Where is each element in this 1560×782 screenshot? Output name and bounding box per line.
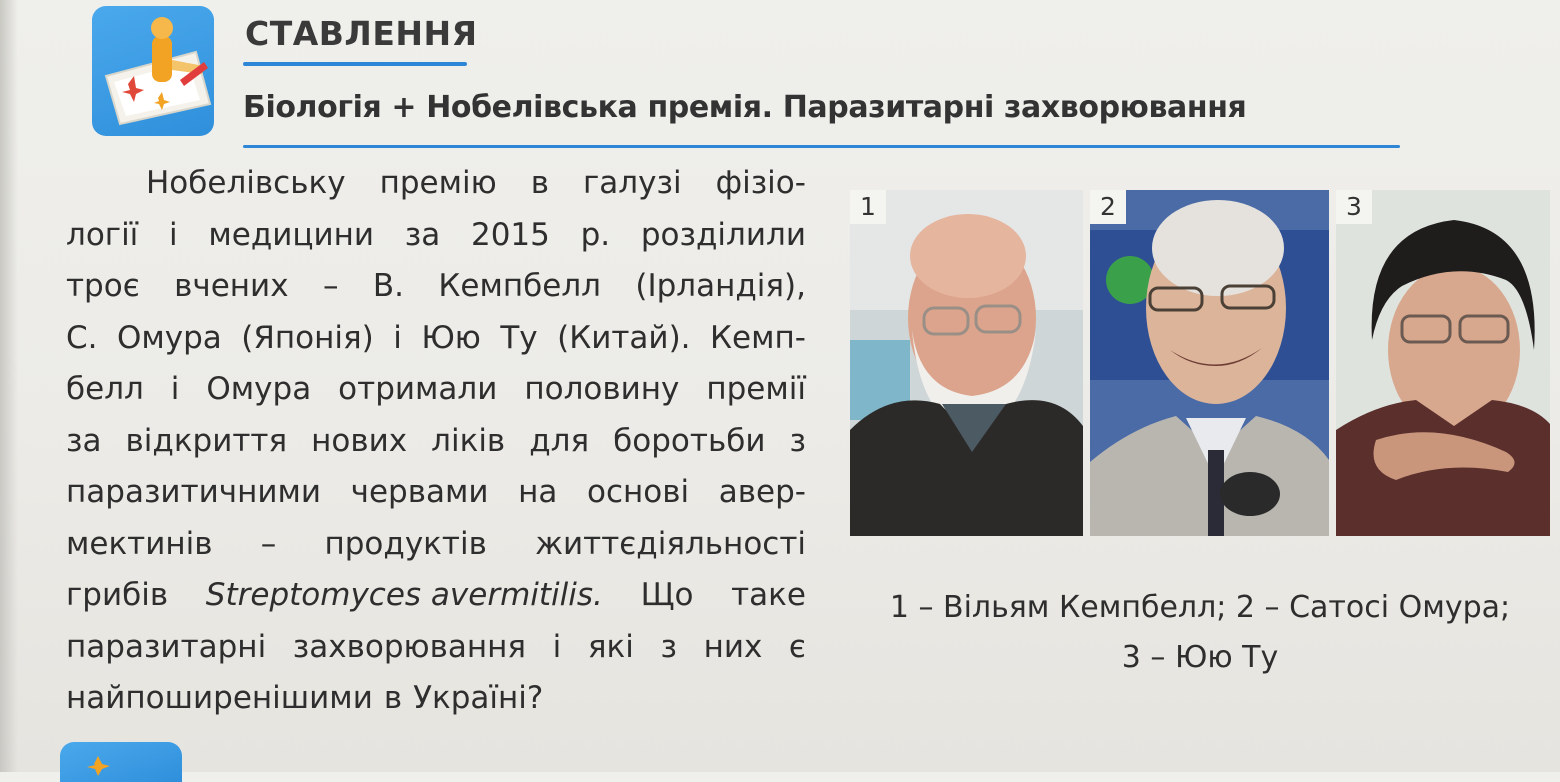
portrait-photo-3 xyxy=(1336,190,1550,536)
subtitle-underline xyxy=(243,145,1400,148)
species-name: Streptomyces avermitilis. xyxy=(205,577,603,613)
text-line: мектинів – продуктів життєдіяльності xyxy=(66,525,806,562)
text-line: логії і медицини за 2015 р. розділили xyxy=(66,216,806,253)
text-line: за відкриття нових ліків для боротьби з xyxy=(66,422,806,459)
photo-number-2: 2 xyxy=(1090,190,1126,224)
section-title-underline xyxy=(243,62,467,66)
section-title: СТАВЛЕННЯ xyxy=(245,14,478,53)
caption-line-1: 1 – Вільям Кемпбелл; 2 – Сатосі Омура; xyxy=(889,590,1511,625)
text-line: белл і Омура отримали половину премії xyxy=(66,371,806,407)
caption-line-2: 3 – Юю Ту xyxy=(1121,640,1279,675)
photo-number-3: 3 xyxy=(1336,190,1372,224)
portrait-photo-1 xyxy=(850,190,1083,536)
subtitle: Біологія + Нобелівська премія. Паразитарні захворювання xyxy=(243,90,1247,125)
photo-number-1: 1 xyxy=(850,190,886,224)
text-line: паразитарні захворювання і які з них є xyxy=(66,628,806,665)
figure-caption xyxy=(850,583,1550,683)
text-line: С. Омура (Японія) і Юю Ту (Китай). Кемп- xyxy=(66,319,806,356)
text-line: паразитичними червами на основі авер- xyxy=(66,474,806,510)
text-line: найпоширенішими в Україні? xyxy=(66,680,544,716)
text-line: Нобелівську премію в галузі фізіо- xyxy=(146,165,806,201)
text-line: грибів Streptomyces avermitilis. Що таке xyxy=(66,577,806,613)
portrait-photo-2 xyxy=(1090,190,1329,536)
text-line: троє вчених – В. Кемпбелл (Ірландія), xyxy=(66,268,806,304)
body-paragraph xyxy=(66,158,806,725)
attitude-section-icon xyxy=(92,6,214,136)
page-edge-shadow xyxy=(0,0,18,772)
next-section-icon xyxy=(60,742,182,782)
